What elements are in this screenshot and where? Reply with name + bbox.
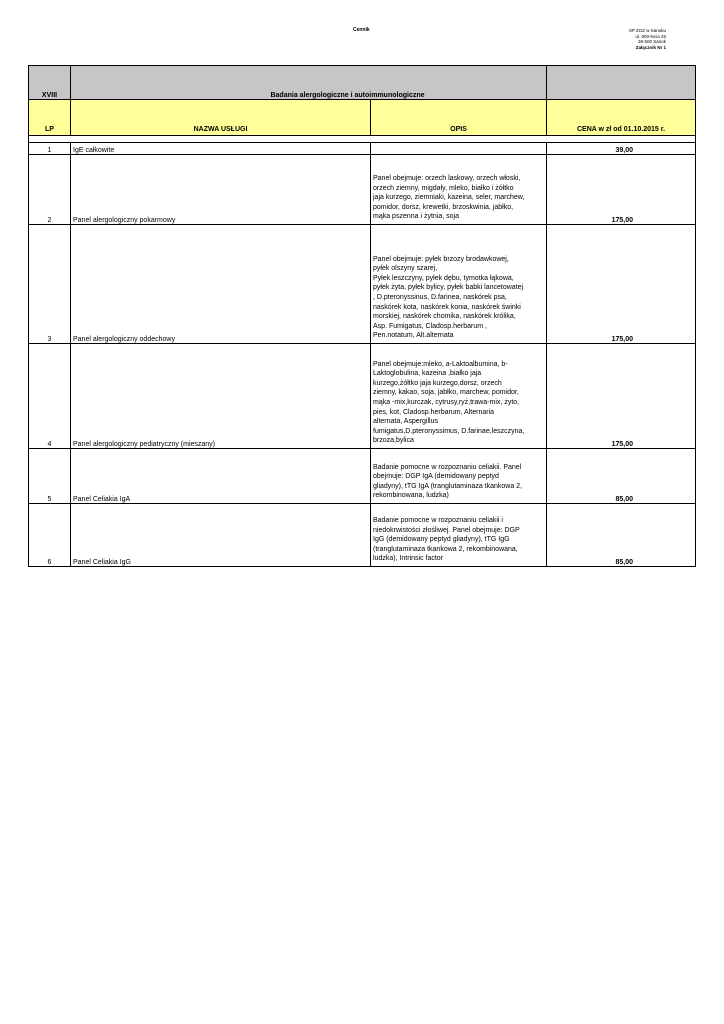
description-line: morskiej, naskórek chomika, naskórek królika,	[373, 313, 516, 321]
price-table	[28, 65, 696, 567]
description-line: Asp. Fumigatus, Cladosp.herbarum ,	[373, 322, 487, 330]
row-name: Panel Celiakia IgA	[71, 449, 371, 504]
description-line: (tranglutaminaza tkankowa 2, rekombinowana,	[373, 545, 518, 553]
description-line: alternata, Aspergillus	[373, 418, 438, 426]
table-row	[29, 344, 696, 449]
description-line: Laktoglobulina, kazeina ,białko jaja	[373, 370, 482, 378]
row-name: IgE całkowite	[71, 143, 371, 155]
section-row	[29, 66, 696, 100]
description-line: pies, kot, Cladosp.herbarum, Alternaria	[373, 408, 495, 416]
description-line: brzoza,bylica	[373, 437, 414, 445]
description-line: Panel obejmuje: pyłek brzozy brodawkowej,	[373, 255, 509, 263]
organization-address	[629, 28, 666, 50]
row-description	[371, 449, 547, 504]
description-line: ludzka), Intrinsic factor	[373, 555, 444, 563]
description-line: Panel obejmuje: orzech laskowy, orzech włoski,	[373, 175, 521, 183]
description-line: Panel obejmuje:mleko, a-Laktoalbumina, b-	[373, 360, 508, 368]
row-name: Panel alergologiczny pediatryczny (mieszany)	[71, 344, 371, 449]
col-header-lp: LP	[29, 100, 71, 136]
description-line: naskórek kota, naskórek konia, naskórek świnki	[373, 303, 521, 311]
row-price: 175,00	[547, 344, 696, 449]
row-description	[371, 344, 547, 449]
table-row	[29, 225, 696, 344]
row-price: 175,00	[547, 225, 696, 344]
description-line: pyłek żyta, pyłek bylicy, pyłek babki lancetowatej	[373, 284, 524, 292]
description-line: ziemny, kakao, soja, jabłko, marchew, pomidor,	[373, 389, 519, 397]
row-price: 39,00	[547, 143, 696, 155]
row-price: 85,00	[547, 504, 696, 567]
row-description	[371, 155, 547, 225]
row-price: 85,00	[547, 449, 696, 504]
row-name: Panel alergologiczny oddechowy	[71, 225, 371, 344]
table-row	[29, 449, 696, 504]
description-line: pyłek olszyny szarej,	[373, 265, 438, 273]
description-line: Badanie pomocne w rozpoznaniu celiakii i	[373, 517, 503, 525]
description-line: obejmuje: DGP IgA (demidowany peptyd	[373, 473, 499, 481]
description-line: fumigatus,D.pteronyssimus, D.farinae,leszczyna,	[373, 427, 525, 435]
org-line: ul. 800-lecia 26	[635, 33, 666, 39]
column-header-row	[29, 100, 696, 136]
col-header-price: CENA w zł od 01.10.2015 r.	[547, 100, 696, 136]
org-line: 38-500 Sanok	[637, 39, 666, 45]
org-line: SP ZOZ w Sanoku	[628, 28, 666, 33]
row-lp: 6	[29, 504, 71, 567]
description-line: Badanie pomocne w rozpoznaniu celiakii. Panel	[373, 463, 522, 471]
row-price: 175,00	[547, 155, 696, 225]
row-lp: 4	[29, 344, 71, 449]
row-name: Panel Celiakia IgG	[71, 504, 371, 567]
table-row	[29, 504, 696, 567]
table-row	[29, 143, 696, 155]
description-line: Pen.notatum, Alt.alternata	[373, 332, 454, 340]
description-line: gliadyny), tTG IgA (tranglutaminaza tkankowa 2,	[373, 482, 523, 490]
row-lp: 5	[29, 449, 71, 504]
description-line: orzech ziemny, migdały, mleko, białko i żółtko	[373, 184, 514, 192]
row-description	[371, 143, 547, 155]
table-row	[29, 155, 696, 225]
row-lp: 1	[29, 143, 71, 155]
description-line: mąka pszenna i żytnia, soja	[373, 213, 459, 221]
description-line: Pyłek leszczyny, pyłek dębu, tymotka łąkowa,	[373, 274, 514, 282]
description-line: niedokrwistości złośliwej. Panel obejmuje: DGP	[373, 526, 520, 534]
row-lp: 2	[29, 155, 71, 225]
row-name: Panel alergologiczny pokarmowy	[71, 155, 371, 225]
row-lp: 3	[29, 225, 71, 344]
spacer-row	[29, 136, 696, 143]
description-line: rekombinowana, ludzka)	[373, 492, 449, 500]
description-line: IgG (demidowany peptyd gliadyny), tTG IgG	[373, 536, 510, 544]
row-description	[371, 504, 547, 567]
description-line: , D.pteronyssinus, D.farinea, naskórek psa,	[373, 294, 507, 302]
page-title: Cennik	[353, 27, 370, 33]
description-line: kurzego,żółtko jaja kurzego,dorsz, orzech	[373, 379, 502, 387]
col-header-name: NAZWA USŁUGI	[71, 100, 371, 136]
section-code: XVIII	[29, 66, 71, 100]
description-line: mąka -mix,kurczak, cytrusy,ryż,trawa-mix, żyto,	[373, 399, 520, 407]
col-header-desc: OPIS	[371, 100, 547, 136]
description-line: pomidor, dorsz, krewetki, brzoskwinia, jabłko,	[373, 203, 514, 211]
section-title: Badania alergologiczne i autoimmunologiczne	[71, 66, 547, 100]
attachment-label: Załącznik Nr 1	[635, 44, 666, 50]
section-empty-cell	[547, 66, 696, 100]
description-line: jaja kurzego, ziemniaki, kazeina, seler, marchew,	[373, 194, 525, 202]
row-description	[371, 225, 547, 344]
